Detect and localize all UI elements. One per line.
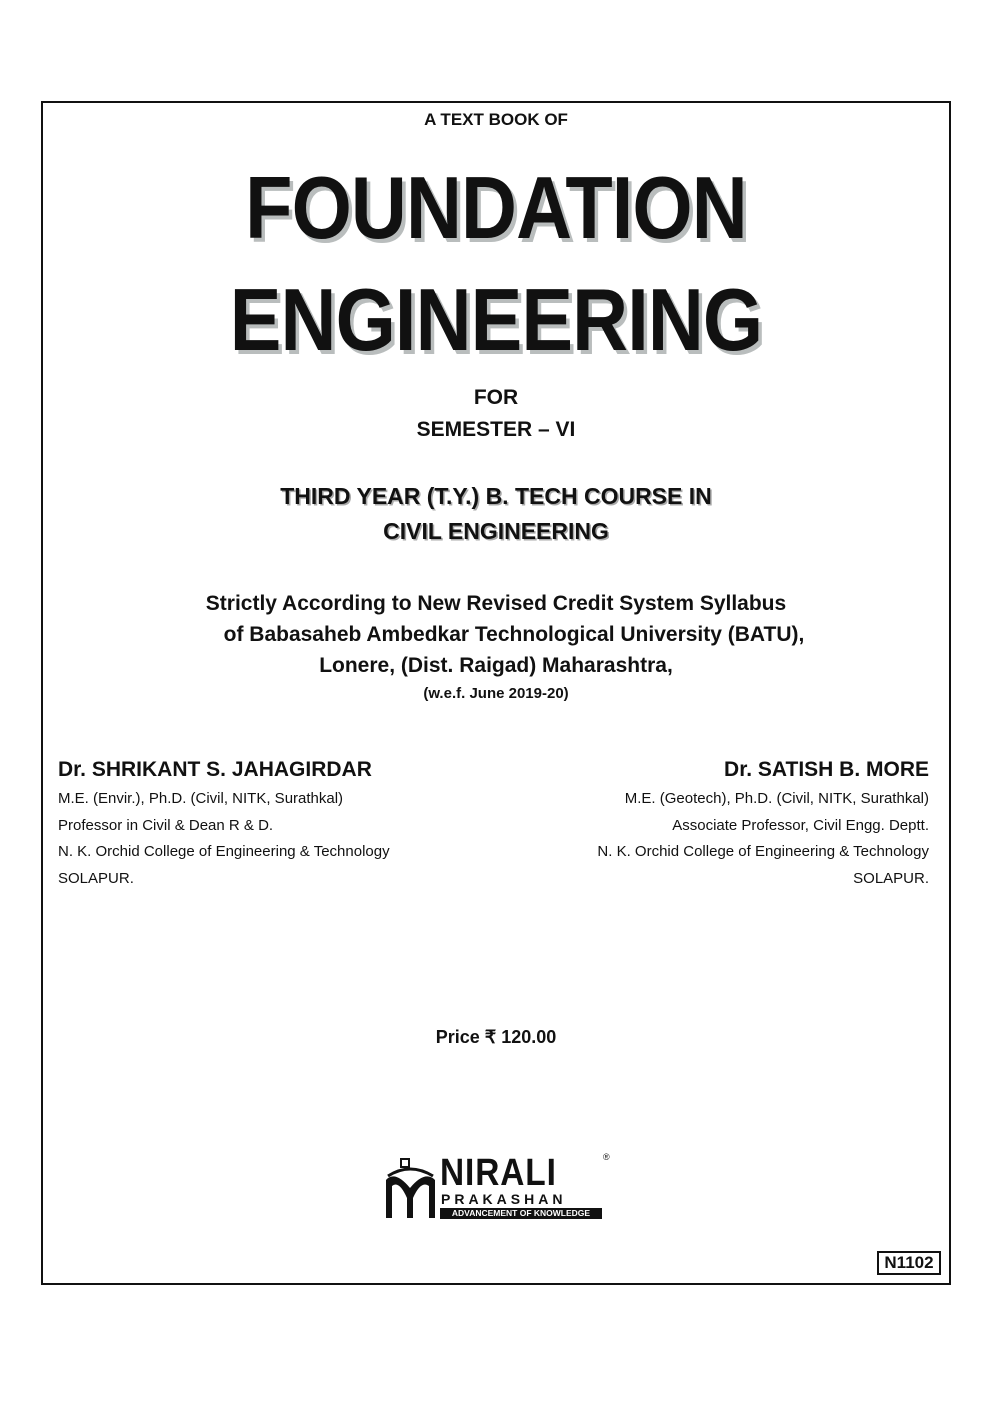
author-name: Dr. SHRIKANT S. JAHAGIRDAR <box>58 758 372 781</box>
syllabus-line-2: of Babasaheb Ambedkar Technological University (BATU), <box>223 623 805 646</box>
title-line-1: FOUNDATION <box>245 158 747 257</box>
author-line: SOLAPUR. <box>853 869 929 887</box>
author-line: M.E. (Envir.), Ph.D. (Civil, NITK, Surathkal) <box>58 790 344 807</box>
author-1 <box>58 756 390 892</box>
publisher-logo <box>383 1152 615 1222</box>
price-text: Price ₹ 120.00 <box>435 1027 557 1047</box>
publisher-tagline: ADVANCEMENT OF KNOWLEDGE <box>440 1208 602 1219</box>
course-line-1: THIRD YEAR (T.Y.) B. TECH COURSE IN <box>280 483 712 509</box>
title-line-2: ENGINEERING <box>229 270 763 369</box>
header-text: A TEXT BOOK OF <box>424 110 568 129</box>
publisher-name: NIRALI <box>440 1152 557 1194</box>
author-line: Professor in Civil & Dean R & D. <box>58 816 274 834</box>
semester-text: SEMESTER – VI <box>416 418 576 441</box>
syllabus-line-4: (w.e.f. June 2019-20) <box>423 685 569 702</box>
author-line: Associate Professor, Civil Engg. Deptt. <box>672 816 929 834</box>
syllabus-line-1: Strictly According to New Revised Credit System Syllabus <box>205 592 787 615</box>
author-2 <box>597 756 929 892</box>
course-line-2: CIVIL ENGINEERING <box>383 518 609 544</box>
for-text: FOR <box>473 386 519 409</box>
author-line: N. K. Orchid College of Engineering & Technology <box>597 843 929 860</box>
book-code: N1102 <box>877 1251 941 1275</box>
author-line: M.E. (Geotech), Ph.D. (Civil, NITK, Surathkal) <box>624 790 929 807</box>
syllabus-line-3: Lonere, (Dist. Raigad) Maharashtra, <box>319 654 673 677</box>
author-line: SOLAPUR. <box>58 869 134 887</box>
registered-icon: ® <box>603 1152 610 1162</box>
publisher-sub: PRAKASHAN <box>441 1191 567 1207</box>
author-name: Dr. SATISH B. MORE <box>724 758 929 781</box>
author-line: N. K. Orchid College of Engineering & Technology <box>58 843 390 860</box>
book-emblem-icon <box>383 1156 439 1220</box>
